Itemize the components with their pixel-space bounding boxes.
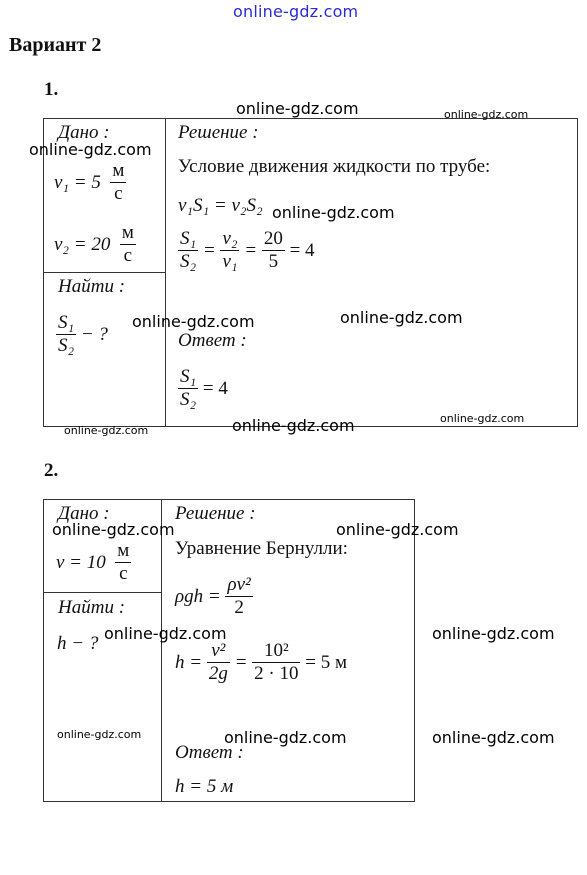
watermark: online-gdz.com <box>336 520 459 539</box>
problem-2-given-v <box>56 540 131 585</box>
variant-heading: Вариант 2 <box>9 34 102 56</box>
watermark: online-gdz.com <box>104 624 227 643</box>
problem-1-given-v1 <box>54 160 126 205</box>
find-fraction: $\frac{\text{S₁}}{\text{S₂}}$ <box>58 312 75 356</box>
problem-1-answer-label: Ответ : <box>178 330 247 351</box>
problem-1-equation-1: v₁S₁ = v₂S₂ <box>178 195 263 216</box>
watermark: online-gdz.com <box>232 416 355 435</box>
problem-2-number: 2. <box>44 460 59 481</box>
watermark: online-gdz.com <box>236 99 359 118</box>
v2-unit: $\frac{м}{с}$ <box>121 222 134 266</box>
problem-2-equation-1 <box>175 574 253 619</box>
v2-value: v₂ = 20 <box>54 233 111 255</box>
eq2-fraction-v: $\frac{\text{v²}}{2g}$ <box>208 640 228 684</box>
v-unit: $\frac{м}{с}$ <box>117 540 130 584</box>
watermark: online-gdz.com <box>440 412 525 425</box>
find-suffix: − ? <box>80 323 108 345</box>
problem-1-condition-text: Условие движения жидкости по трубе: <box>178 156 491 177</box>
eq2-fraction-num: $\frac{\text{10²}}{2 \cdot 10}$ <box>254 640 299 684</box>
watermark: online-gdz.com <box>224 728 347 747</box>
problem-2-divider-horizontal <box>43 592 161 593</box>
watermark: online-gdz.com <box>432 624 555 643</box>
problem-2-find-label: Найти : <box>58 597 126 618</box>
problem-1-divider-vertical <box>165 118 166 426</box>
watermark: online-gdz.com <box>432 728 555 747</box>
problem-1-find-expr <box>56 312 108 357</box>
problem-2-divider-vertical <box>161 499 162 801</box>
problem-2-equation-2 <box>175 640 347 685</box>
watermark: online-gdz.com <box>64 424 149 437</box>
watermark: online-gdz.com <box>444 108 529 121</box>
problem-1-find-label: Найти : <box>58 276 126 297</box>
eq2-left: h = <box>175 651 203 673</box>
watermark: online-gdz.com <box>272 203 395 222</box>
eq2-result: = 4 <box>289 239 315 261</box>
watermark: online-gdz.com <box>340 308 463 327</box>
problem-1-answer <box>178 366 228 411</box>
problem-2-find: h − ? <box>57 633 99 654</box>
eq2-fraction-v: $\frac{\text{v₂}}{\text{v₁}}$ <box>222 228 238 272</box>
problem-1-number: 1. <box>44 79 59 100</box>
eq2-fraction-s: $\frac{\text{S₁}}{\text{S₂}}$ <box>180 228 197 272</box>
watermark: online-gdz.com <box>132 312 255 331</box>
eq2-equals-2: = <box>244 239 258 261</box>
problem-2-answer: h = 5 м <box>175 776 234 797</box>
problem-1-equation-2 <box>178 228 315 273</box>
v1-unit: $\frac{м}{с}$ <box>112 160 125 204</box>
problem-2-answer-label: Ответ : <box>175 742 244 763</box>
eq2-result: = 5 м <box>305 651 347 673</box>
site-watermark-top[interactable]: online-gdz.com <box>233 2 359 21</box>
problem-2-solution-label: Решение : <box>175 503 256 524</box>
problem-2-given-label: Дано : <box>58 503 110 524</box>
eq1-left: ρgh = <box>175 585 221 607</box>
problem-1-solution-label: Решение : <box>178 122 259 143</box>
problem-1-given-v2 <box>54 222 136 267</box>
eq1-fraction: $\frac{\text{ρv²}}{2}$ <box>227 574 251 618</box>
eq2-fraction-num: $\frac{20}{5}$ <box>263 228 283 272</box>
v1-value: v₁ = 5 <box>54 171 101 193</box>
watermark: online-gdz.com <box>57 728 142 741</box>
watermark: online-gdz.com <box>29 140 152 159</box>
problem-2-bernoulli-text: Уравнение Бернулли: <box>175 538 348 559</box>
problem-1-given-label: Дано : <box>58 122 110 143</box>
watermark: online-gdz.com <box>52 520 175 539</box>
v-value: v = 10 <box>56 551 106 573</box>
eq2-equals-1: = <box>202 239 216 261</box>
answer-result: = 4 <box>202 377 228 399</box>
problem-1-divider-horizontal <box>43 272 165 273</box>
eq2-equals: = <box>234 651 248 673</box>
answer-fraction: $\frac{\text{S₁}}{\text{S₂}}$ <box>180 366 197 410</box>
